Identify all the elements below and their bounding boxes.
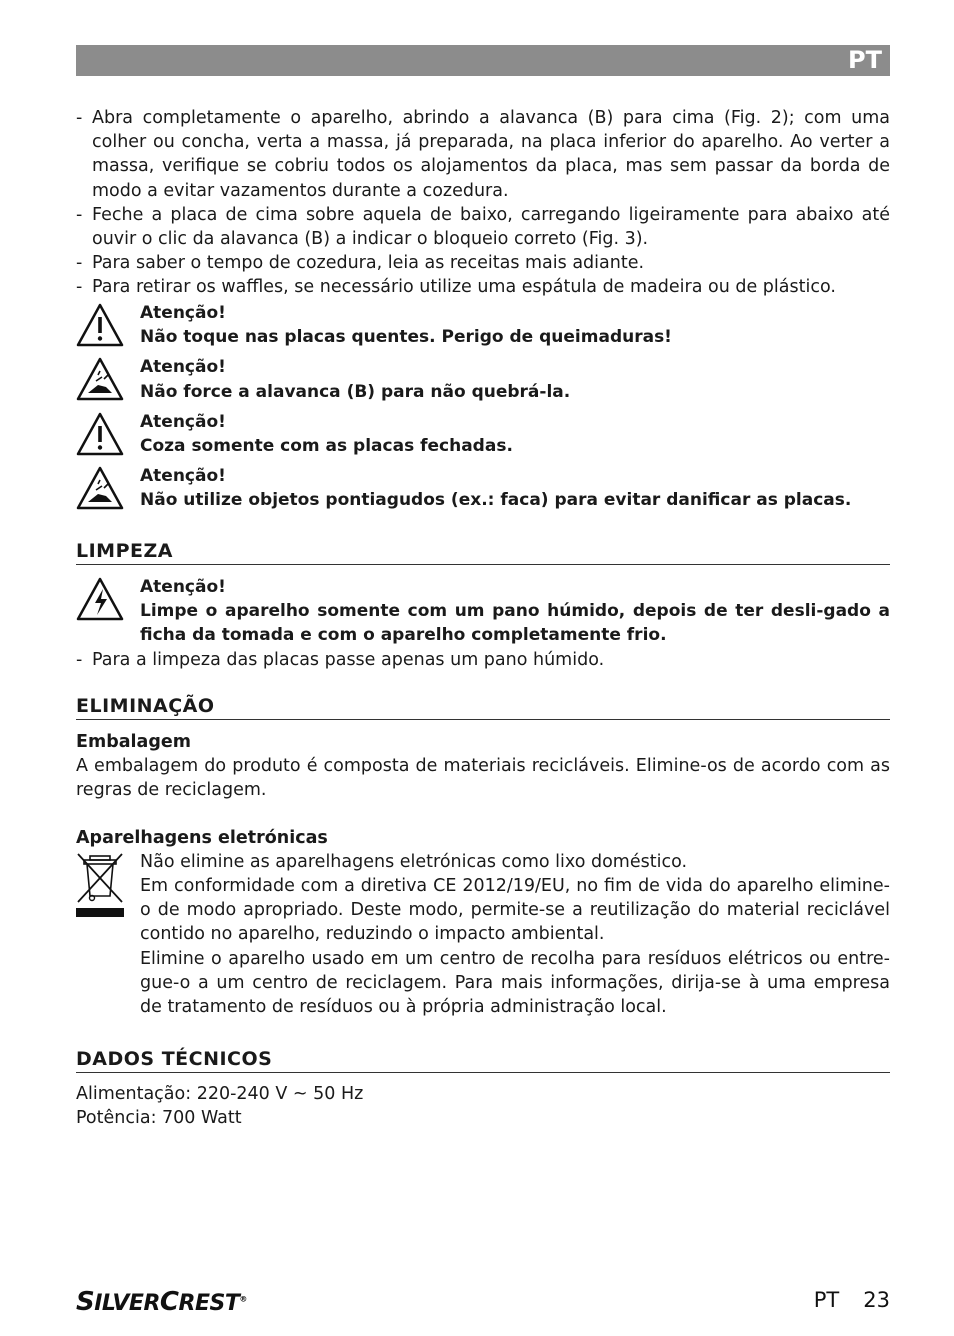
section-limpeza [76,540,890,672]
warning-text: Não toque nas placas quentes. Perigo de queimaduras! [140,327,672,348]
paragraph: Em conformidade com a diretiva CE 2012/19/EU, no fim de vida do aparelho elimine-o de modo apropriado. Deste modo, permite-se a reutilização do material reciclável contido no aparelho, reduzindo o impacto ambiental. [140,876,890,945]
warning-triangle-icon [76,303,124,347]
warning-text: Não utilize objetos pontiagudos (ex.: faca) para evitar danificar as placas. [140,490,852,511]
warning-title: Atenção! [140,303,226,323]
warning-item [76,301,890,349]
subsection-title: Embalagem [76,732,191,752]
electric-shock-icon [76,577,124,621]
warning-title: Atenção! [140,577,226,597]
brand-logo: SILVERCREST® [76,1287,247,1317]
warning-item [76,355,890,403]
section-title: DADOS TÉCNICOS [76,1048,890,1073]
warning-text: Limpe o aparelho somente com um pano húmido, depois de ter desli-gado a ficha da tomada e com o aparelho completamente frio. [140,601,890,646]
crossed-bin-icon [76,852,124,920]
section-dados-tecnicos [76,1048,890,1130]
instructions-list [76,106,890,300]
page-footer [814,1288,890,1312]
subsection-title: Aparelhagens eletrónicas [76,827,328,848]
warning-item [76,410,890,458]
section-eliminacao [76,695,890,1019]
hand-injury-icon [76,357,124,401]
weee-block [76,850,890,1019]
warning-title: Atenção! [140,411,226,432]
spec-line: Alimentação: 220-240 V ~ 50 Hz [76,1084,364,1104]
spec-line: Potência: 700 Watt [76,1108,242,1129]
warning-text: Não force a alavanca (B) para não quebrá-la. [140,381,571,402]
list-item: - Abra completamente o aparelho, abrindo a alavanca (B) para cima (Fig. 2); com uma colher ou concha, verta a massa, já preparada, na placa inferior do aparelho. Ao verter a massa, verifique se cobriu todos os alojamentos da placa, mas sem passar da borda de modo a evitar vazamentos durante a cozedura. [76,106,890,203]
warning-item [76,575,890,648]
warning-title: Atenção! [140,357,226,378]
paragraph: Não elimine as aparelhagens eletrónicas como lixo doméstico. [140,851,688,872]
header-bar [76,45,890,76]
footer-language: PT [813,1288,840,1312]
warning-text: Coza somente com as placas fechadas. [140,436,513,457]
warning-item [76,464,890,512]
list-item: - Para saber o tempo de cozedura, leia as receitas mais adiante. [76,251,890,275]
list-item: - Para retirar os waffles, se necessário utilize uma espátula de madeira ou de plástico. [76,275,890,299]
header-language: PT [848,46,882,74]
section-title: LIMPEZA [76,540,890,565]
paragraph: A embalagem do produto é composta de materiais recicláveis. Elimine-os de acordo com as regras de reciclagem. [76,756,890,801]
warning-triangle-icon [76,412,124,456]
warning-title: Atenção! [140,466,226,487]
list-item: - Feche a placa de cima sobre aquela de baixo, carregando ligeiramente para abaixo até ouvir o clic da alavanca (B) a indicar o bloqueio correto (Fig. 3). [76,203,890,251]
page-number: 23 [863,1288,890,1312]
hand-injury-icon [76,466,124,510]
section-title: ELIMINAÇÃO [76,695,890,720]
warnings-block [76,301,890,513]
paragraph: Elimine o aparelho usado em um centro de recolha para resíduos elétricos ou entre-gue-o a um centro de reciclagem. Para mais informações, dirija-se à uma empresa de tratamento de resíduos ou à própria administração local. [140,948,890,1018]
list-item: - Para a limpeza das placas passe apenas um pano húmido. [76,648,890,672]
